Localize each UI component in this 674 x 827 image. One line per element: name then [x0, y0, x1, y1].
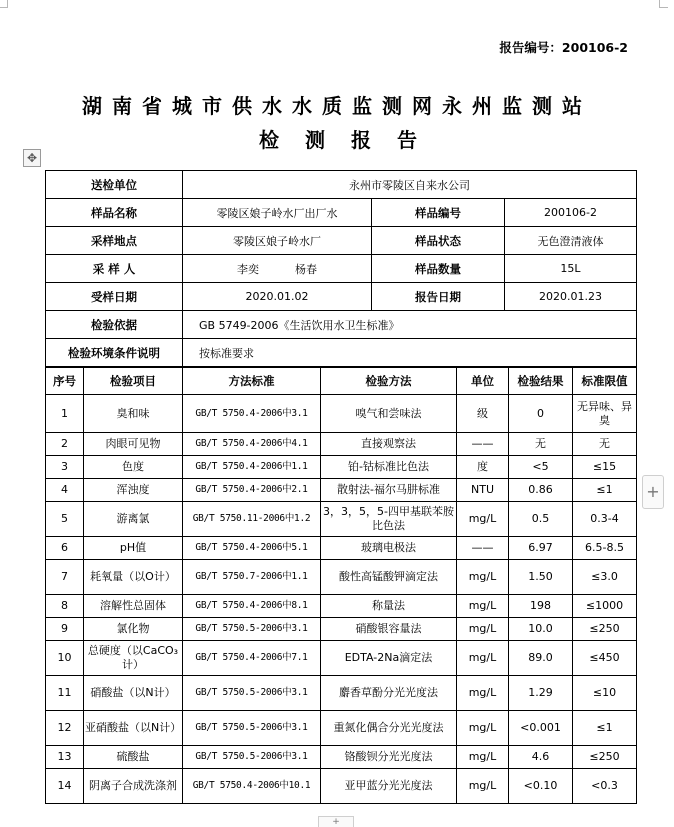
recv-date-value: 2020.01.02 — [183, 283, 372, 311]
cell-no: 12 — [46, 711, 84, 746]
page-corner-mark — [659, 0, 668, 8]
cell-std: GB/T 5750.4-2006中7.1 — [183, 641, 321, 676]
cell-no: 9 — [46, 618, 84, 641]
cell-method: EDTA-2Na滴定法 — [321, 641, 457, 676]
cell-method: 散射法-福尔马肼标准 — [321, 479, 457, 502]
table-row — [46, 395, 637, 433]
cell-method: 称量法 — [321, 595, 457, 618]
cell-std: GB/T 5750.4-2006中1.1 — [183, 456, 321, 479]
basis-value: GB 5749-2006《生活饮用水卫生标准》 — [183, 311, 637, 339]
cell-unit: 级 — [457, 395, 509, 433]
table-row — [46, 595, 637, 618]
env-label: 检验环境条件说明 — [46, 339, 183, 367]
cell-result: 4.6 — [509, 746, 573, 769]
sample-name-value: 零陵区娘子岭水厂出厂水 — [183, 199, 372, 227]
cell-no: 7 — [46, 560, 84, 595]
cell-limit: ≤3.0 — [573, 560, 637, 595]
qty-label: 样品数量 — [372, 255, 505, 283]
add-row-tab[interactable]: + — [318, 816, 354, 827]
table-row — [46, 641, 637, 676]
cell-item: 亚硝酸盐（以N计） — [84, 711, 183, 746]
cell-unit: —— — [457, 537, 509, 560]
cell-method: 玻璃电极法 — [321, 537, 457, 560]
cell-method: 亚甲蓝分光光度法 — [321, 769, 457, 804]
cell-item: 耗氧量（以O计） — [84, 560, 183, 595]
cell-limit: ≤250 — [573, 746, 637, 769]
cell-item: pH值 — [84, 537, 183, 560]
cell-std: GB/T 5750.5-2006中3.1 — [183, 711, 321, 746]
cell-method: 麝香草酚分光光度法 — [321, 676, 457, 711]
table-row — [46, 746, 637, 769]
cell-method: 铬酸钡分光光度法 — [321, 746, 457, 769]
cell-std: GB/T 5750.4-2006中5.1 — [183, 537, 321, 560]
results-header-row — [46, 368, 637, 395]
cell-method: 酸性高锰酸钾滴定法 — [321, 560, 457, 595]
cell-method: 3，3，5，5-四甲基联苯胺比色法 — [321, 502, 457, 537]
cell-std: GB/T 5750.5-2006中3.1 — [183, 676, 321, 711]
cell-std: GB/T 5750.4-2006中2.1 — [183, 479, 321, 502]
cell-item: 游离氯 — [84, 502, 183, 537]
cell-unit: mg/L — [457, 746, 509, 769]
cell-result: <0.10 — [509, 769, 573, 804]
table-row — [46, 479, 637, 502]
cell-item: 总硬度（以CaCO₃计） — [84, 641, 183, 676]
cell-item: 肉眼可见物 — [84, 433, 183, 456]
cell-result: <5 — [509, 456, 573, 479]
cell-result: 198 — [509, 595, 573, 618]
cell-method: 嗅气和尝味法 — [321, 395, 457, 433]
cell-no: 5 — [46, 502, 84, 537]
state-label: 样品状态 — [372, 227, 505, 255]
cell-unit: mg/L — [457, 641, 509, 676]
header-limit: 标准限值 — [573, 368, 637, 395]
cell-unit: mg/L — [457, 560, 509, 595]
cell-limit: 0.3-4 — [573, 502, 637, 537]
cell-result: 0.5 — [509, 502, 573, 537]
cell-limit: ≤1 — [573, 479, 637, 502]
cell-std: GB/T 5750.4-2006中3.1 — [183, 395, 321, 433]
client-value: 永州市零陵区自来水公司 — [183, 171, 637, 199]
cell-result: 1.50 — [509, 560, 573, 595]
cell-no: 6 — [46, 537, 84, 560]
cell-limit: ≤15 — [573, 456, 637, 479]
cell-no: 11 — [46, 676, 84, 711]
report-title: 湖南省城市供水水质监测网永州监测站 — [82, 94, 592, 118]
cell-method: 重氮化偶合分光光度法 — [321, 711, 457, 746]
cell-item: 溶解性总固体 — [84, 595, 183, 618]
results-table — [45, 367, 637, 804]
cell-result: <0.001 — [509, 711, 573, 746]
cell-std: GB/T 5750.4-2006中4.1 — [183, 433, 321, 456]
sample-info-table — [45, 170, 637, 367]
header-no: 序号 — [46, 368, 84, 395]
basis-label: 检验依据 — [46, 311, 183, 339]
cell-no: 13 — [46, 746, 84, 769]
cell-unit: mg/L — [457, 618, 509, 641]
cell-std: GB/T 5750.5-2006中3.1 — [183, 746, 321, 769]
header-item: 检验项目 — [84, 368, 183, 395]
report-date-value: 2020.01.23 — [505, 283, 637, 311]
state-value: 无色澄清液体 — [505, 227, 637, 255]
cell-item: 硝酸盐（以N计） — [84, 676, 183, 711]
cell-result: 0.86 — [509, 479, 573, 502]
cell-unit: mg/L — [457, 769, 509, 804]
header-method: 检验方法 — [321, 368, 457, 395]
cell-unit: NTU — [457, 479, 509, 502]
sample-no-label: 样品编号 — [372, 199, 505, 227]
cell-no: 2 — [46, 433, 84, 456]
cell-item: 色度 — [84, 456, 183, 479]
page-corner-mark — [0, 0, 8, 8]
cell-std: GB/T 5750.11-2006中1.2 — [183, 502, 321, 537]
cell-item: 臭和味 — [84, 395, 183, 433]
header-std: 方法标准 — [183, 368, 321, 395]
cell-unit: —— — [457, 433, 509, 456]
report-date-label: 报告日期 — [372, 283, 505, 311]
cell-item: 硫酸盐 — [84, 746, 183, 769]
site-label: 采样地点 — [46, 227, 183, 255]
table-row — [46, 676, 637, 711]
table-row — [46, 560, 637, 595]
cell-limit: 6.5-8.5 — [573, 537, 637, 560]
cell-unit: 度 — [457, 456, 509, 479]
cell-item: 氯化物 — [84, 618, 183, 641]
cell-std: GB/T 5750.7-2006中1.1 — [183, 560, 321, 595]
cell-limit: ≤450 — [573, 641, 637, 676]
table-row — [46, 769, 637, 804]
cell-unit: mg/L — [457, 676, 509, 711]
cell-method: 硝酸银容量法 — [321, 618, 457, 641]
sampler-2: 杨春 — [295, 262, 317, 276]
recv-date-label: 受样日期 — [46, 283, 183, 311]
cell-result: 1.29 — [509, 676, 573, 711]
cell-no: 8 — [46, 595, 84, 618]
table-row — [46, 537, 637, 560]
table-row — [46, 433, 637, 456]
table-row — [46, 502, 637, 537]
cell-item: 阴离子合成洗涤剂 — [84, 769, 183, 804]
cell-std: GB/T 5750.5-2006中3.1 — [183, 618, 321, 641]
cell-method: 铂-钴标准比色法 — [321, 456, 457, 479]
cell-limit: <0.3 — [573, 769, 637, 804]
add-column-icon[interactable]: + — [642, 475, 664, 509]
report-number: 报告编号：200106-2 — [499, 40, 628, 55]
qty-value: 15L — [505, 255, 637, 283]
cell-no: 3 — [46, 456, 84, 479]
site-value: 零陵区娘子岭水厂 — [183, 227, 372, 255]
cell-std: GB/T 5750.4-2006中10.1 — [183, 769, 321, 804]
client-label: 送检单位 — [46, 171, 183, 199]
cell-limit: ≤250 — [573, 618, 637, 641]
cell-result: 10.0 — [509, 618, 573, 641]
header-unit: 单位 — [457, 368, 509, 395]
sampler-value — [183, 255, 372, 283]
sampler-1: 李奕 — [237, 262, 259, 276]
cell-limit: ≤1 — [573, 711, 637, 746]
cell-result: 6.97 — [509, 537, 573, 560]
table-move-handle-icon[interactable]: ✥ — [23, 149, 41, 167]
table-row — [46, 618, 637, 641]
header-result: 检验结果 — [509, 368, 573, 395]
cell-no: 1 — [46, 395, 84, 433]
cell-method: 直接观察法 — [321, 433, 457, 456]
cell-item: 浑浊度 — [84, 479, 183, 502]
cell-limit: ≤1000 — [573, 595, 637, 618]
cell-result: 无 — [509, 433, 573, 456]
env-value: 按标准要求 — [183, 339, 637, 367]
cell-result: 89.0 — [509, 641, 573, 676]
table-row — [46, 711, 637, 746]
cell-limit: 无 — [573, 433, 637, 456]
cell-no: 14 — [46, 769, 84, 804]
cell-unit: mg/L — [457, 502, 509, 537]
sampler-label: 采 样 人 — [46, 255, 183, 283]
cell-unit: mg/L — [457, 711, 509, 746]
table-row — [46, 456, 637, 479]
cell-no: 4 — [46, 479, 84, 502]
sample-name-label: 样品名称 — [46, 199, 183, 227]
cell-result: 0 — [509, 395, 573, 433]
cell-std: GB/T 5750.4-2006中8.1 — [183, 595, 321, 618]
report-subtitle: 检测报告 — [259, 128, 443, 152]
cell-limit: ≤10 — [573, 676, 637, 711]
cell-limit: 无异味、异臭 — [573, 395, 637, 433]
cell-unit: mg/L — [457, 595, 509, 618]
cell-no: 10 — [46, 641, 84, 676]
sample-no-value: 200106-2 — [505, 199, 637, 227]
